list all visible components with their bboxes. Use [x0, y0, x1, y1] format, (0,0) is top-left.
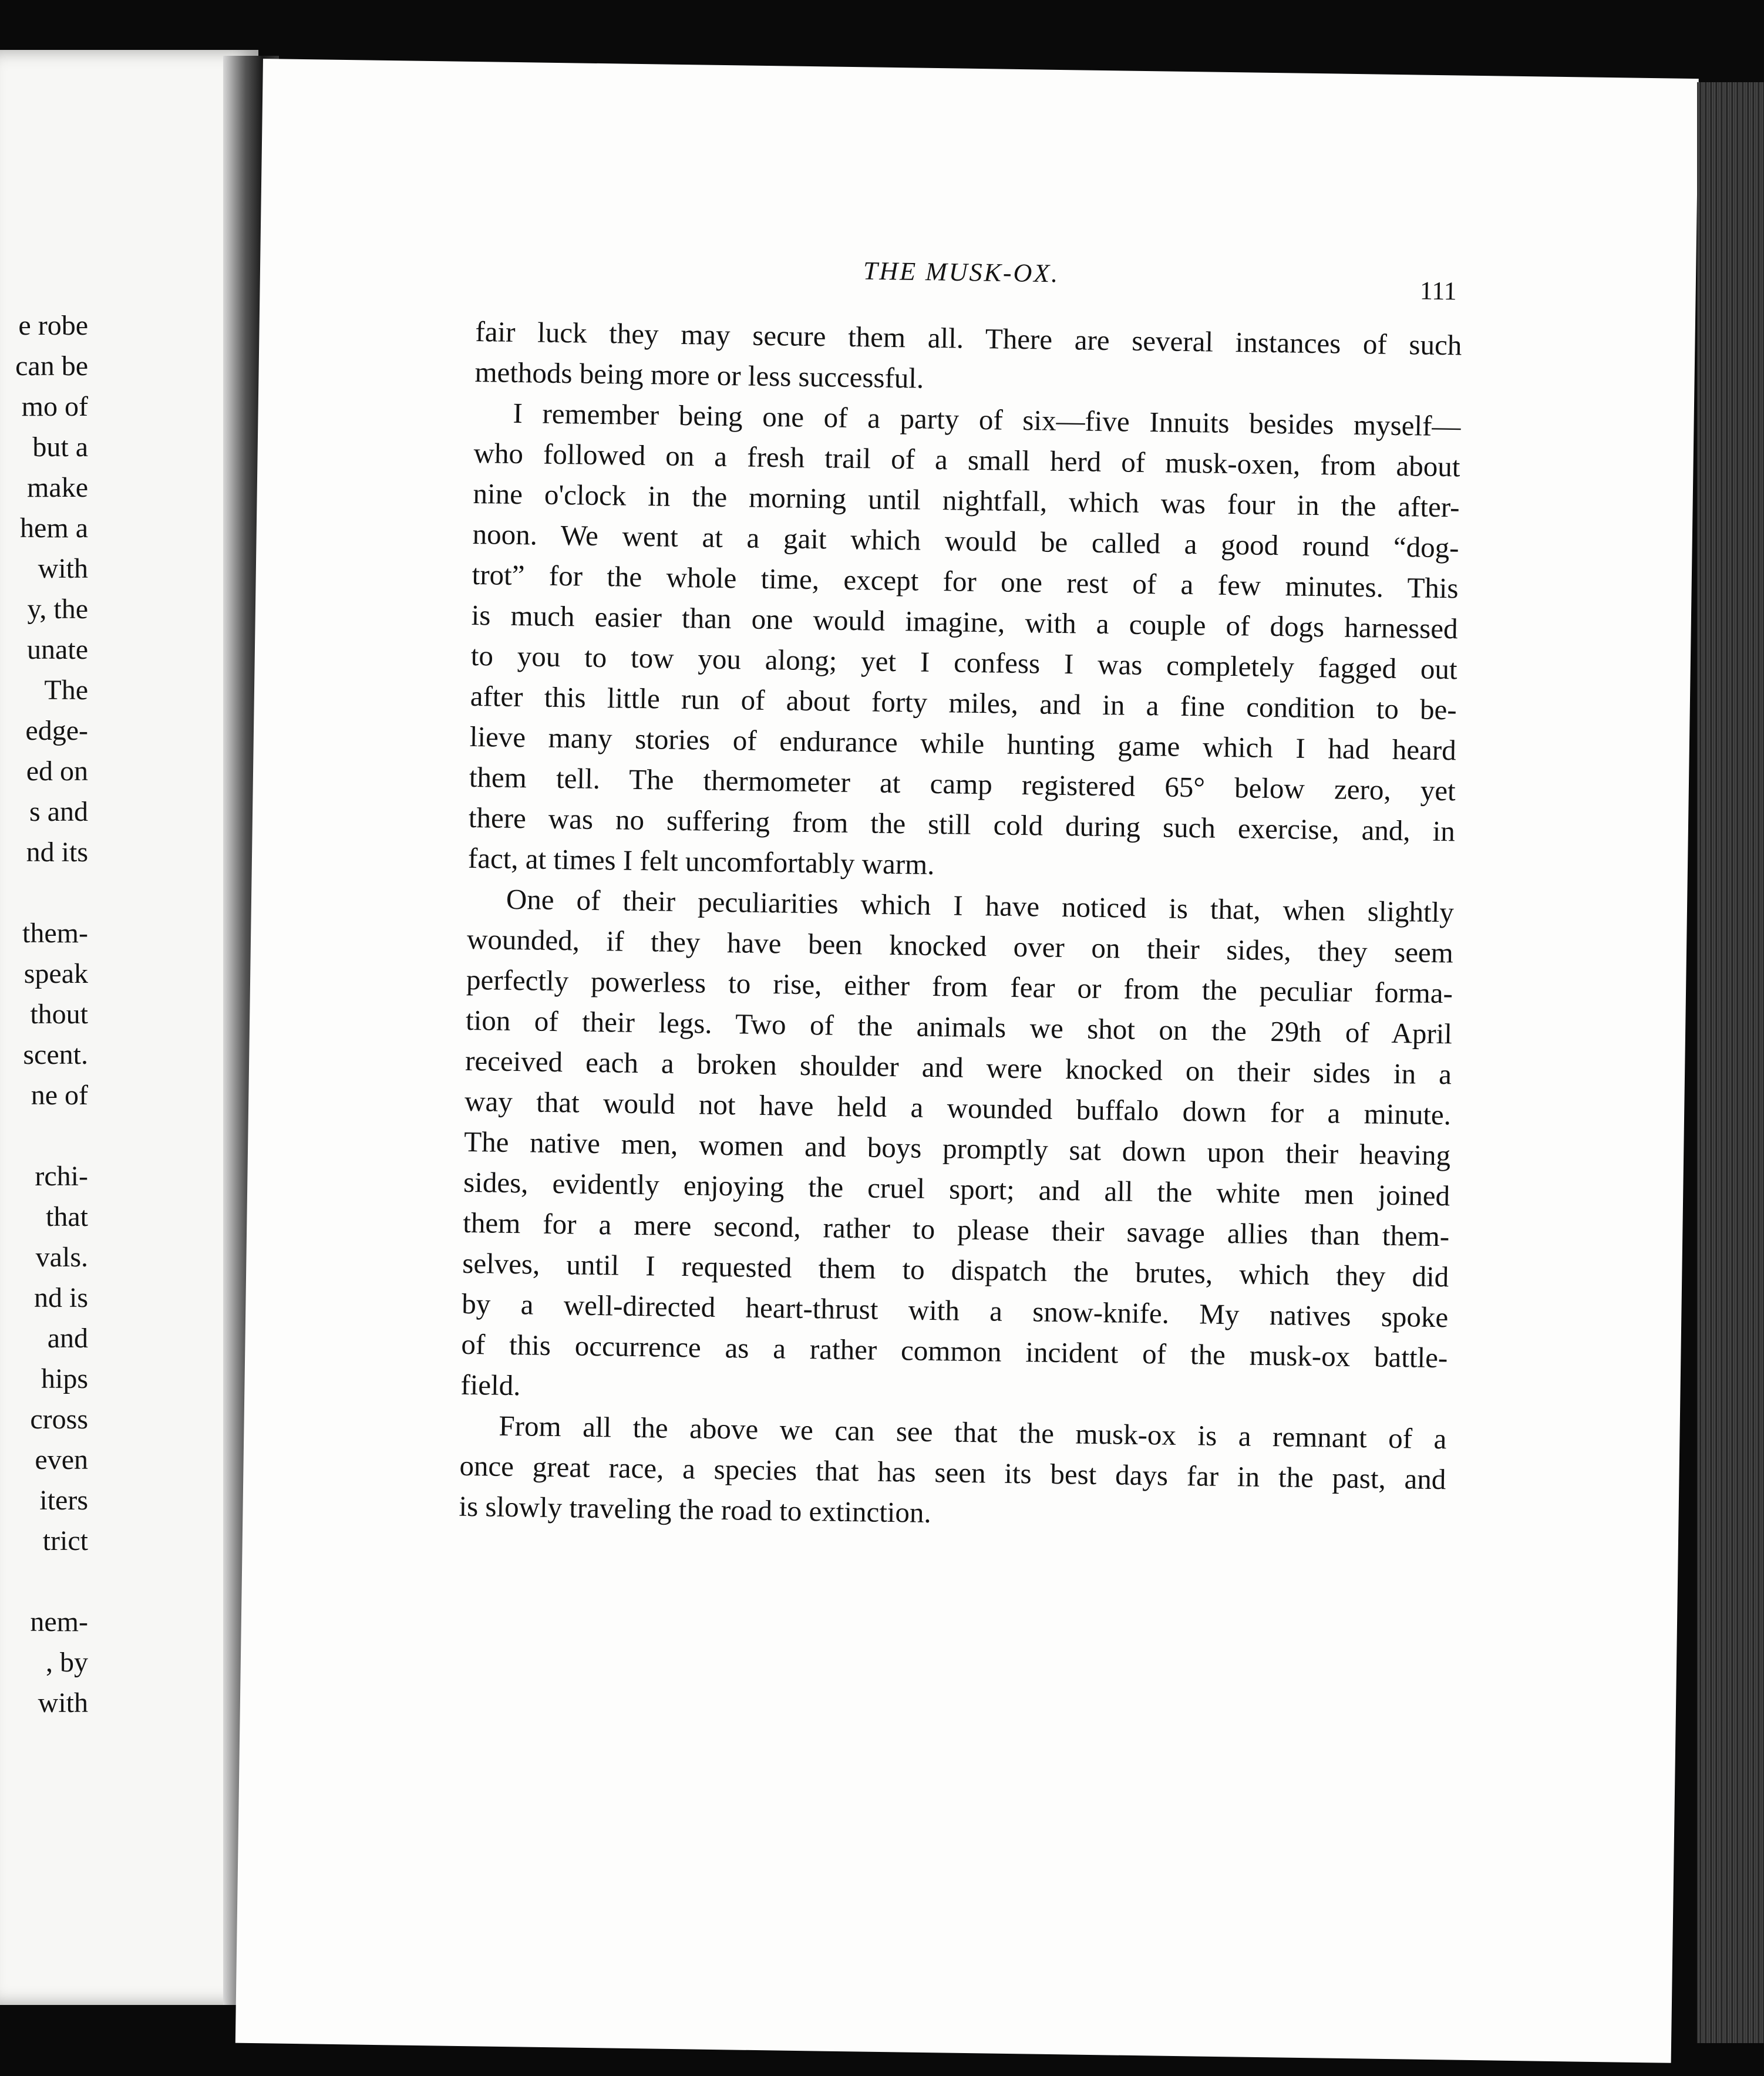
text-line: wounded, if they have been knocked over on their sides, they seem — [466, 922, 1454, 969]
text-line: way that would not have held a wounded buffalo down for a minute. — [464, 1084, 1452, 1131]
facing-page-line: but a — [32, 432, 88, 463]
facing-page-line: vals. — [35, 1242, 88, 1273]
paragraph — [459, 1405, 1447, 1540]
facing-page-line: with — [38, 553, 88, 584]
paragraph — [474, 311, 1462, 406]
facing-page-line: make — [27, 472, 88, 503]
facing-page-line: iters — [39, 1485, 88, 1516]
text-line: lieve many stories of endurance while hunting game which I had heard — [469, 720, 1457, 767]
text-line: of this occurrence as a rather common incident of the musk-ox battle- — [461, 1327, 1448, 1374]
facing-page-line: them- — [22, 918, 88, 949]
facing-page-line: cross — [30, 1404, 88, 1435]
text-line: From all the above we can see that the musk-ox is a remnant of a — [499, 1409, 1447, 1455]
text-line: field. — [460, 1368, 521, 1402]
facing-page-line: scent. — [23, 1039, 88, 1070]
facing-page-line: speak — [23, 958, 88, 989]
facing-page-line: y, the — [27, 594, 88, 625]
facing-page-line: trict — [42, 1525, 88, 1556]
facing-page-line — [0, 1115, 88, 1156]
text-line: sides, evidently enjoying the cruel sport; and all the white men joined — [463, 1165, 1450, 1212]
text-line: to you to tow you along; yet I confess I was completely fagged out — [470, 639, 1458, 686]
text-line: received each a broken shoulder and were knocked on their sides in a — [464, 1044, 1452, 1091]
facing-page-line: and — [47, 1323, 88, 1354]
text-line: fact, at times I felt uncomfortably warm. — [467, 841, 935, 881]
facing-page-line: can be — [15, 351, 88, 382]
body-text — [459, 311, 1462, 1540]
facing-page-line: hips — [41, 1363, 88, 1394]
facing-page-line: with — [38, 1687, 88, 1718]
facing-page-line: even — [35, 1444, 88, 1475]
facing-page-line: rchi- — [35, 1161, 88, 1192]
text-line: selves, until I requested them to dispatch the brutes, which they did — [462, 1246, 1449, 1293]
paragraph — [460, 878, 1454, 1418]
page-number: 111 — [1419, 276, 1457, 306]
facing-page-line: , by — [46, 1647, 88, 1678]
text-line: them for a mere second, rather to please their savage allies than them- — [462, 1206, 1450, 1253]
text-line: I remember being one of a party of six—five Innuits besides myself— — [513, 396, 1461, 443]
facing-page-line: nem- — [30, 1606, 88, 1637]
text-line: after this little run of about forty miles, and in a fine condition to be- — [470, 679, 1457, 726]
text-line: trot” for the whole time, except for one rest of a few minutes. This — [472, 558, 1459, 605]
facing-page-line: edge- — [25, 715, 88, 746]
text-line: methods being more or less successful. — [474, 355, 924, 395]
text-line: once great race, a species that has seen its best days far in the past, and — [459, 1449, 1446, 1496]
facing-page-line: ne of — [31, 1080, 88, 1111]
facing-page-line: nd its — [26, 837, 88, 868]
paragraph — [468, 392, 1461, 892]
facing-page-line — [0, 872, 88, 913]
text-line: is slowly traveling the road to extinction. — [459, 1489, 932, 1529]
text-line: nine o'clock in the morning until nightfall, which was four in the after- — [473, 477, 1460, 524]
facing-page-line: thout — [30, 999, 88, 1030]
text-line: who followed on a fresh trail of a small herd of musk-oxen, from about — [473, 436, 1460, 483]
text-line: One of their peculiarities which I have noticed is that, when slightly — [506, 882, 1455, 929]
text-line: them tell. The thermometer at camp registered 65° below zero, yet — [469, 760, 1456, 807]
facing-page-line: hem a — [20, 513, 88, 544]
facing-page-line — [0, 1561, 88, 1602]
text-line: tion of their legs. Two of the animals we shot on the 29th of April — [465, 1003, 1453, 1050]
book-edge — [1697, 82, 1764, 2043]
facing-page-line: mo of — [21, 391, 88, 422]
running-head: THE MUSK-OX. — [863, 256, 1060, 288]
text-line: there was no suffering from the still cold during such exercise, and, in — [468, 801, 1456, 848]
facing-page-line: The — [44, 675, 88, 706]
facing-page-line: unate — [27, 634, 88, 665]
text-line: perfectly powerless to rise, either from fear or from the peculiar forma- — [466, 963, 1453, 1010]
text-line: noon. We went at a gait which would be called a good round “dog- — [472, 517, 1459, 564]
text-line: is much easier than one would imagine, with a couple of dogs harnessed — [471, 598, 1458, 645]
text-line: The native men, women and boys promptly sat down upon their heaving — [463, 1125, 1451, 1172]
facing-page-line: s and — [29, 796, 88, 827]
facing-page-line: nd is — [33, 1282, 88, 1313]
facing-page-line: that — [46, 1201, 88, 1232]
text-line: fair luck they may secure them all. There are several instances of such — [475, 315, 1462, 362]
facing-page-text — [0, 305, 88, 1723]
text-line: by a well-directed heart-thrust with a snow-knife. My natives spoke — [462, 1287, 1449, 1334]
facing-page-line: e robe — [18, 310, 88, 341]
facing-page-line: ed on — [26, 756, 88, 787]
